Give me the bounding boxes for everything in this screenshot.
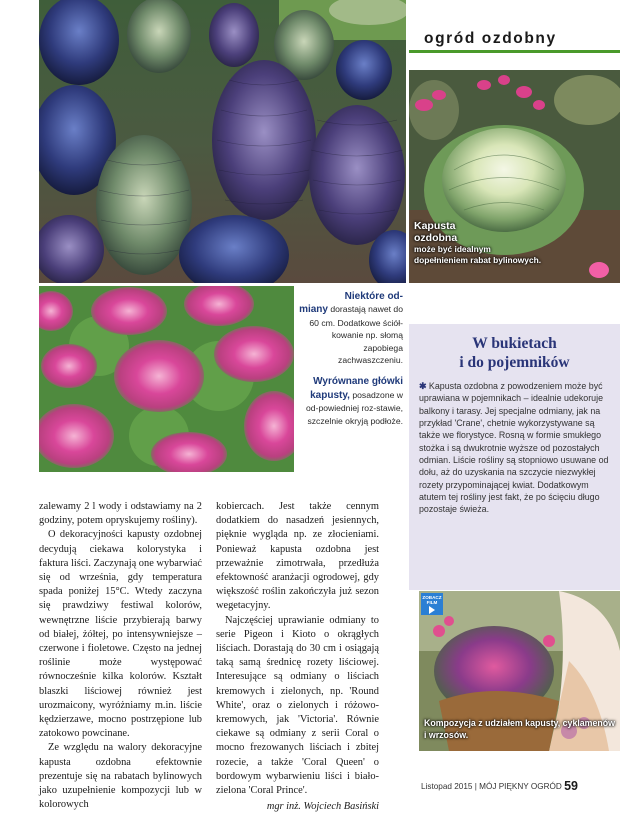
article-author: mgr inż. Wojciech Basiński xyxy=(266,801,379,813)
caption-side-text-1: może być idealnym xyxy=(414,244,491,254)
caption-side-text-2: dopełnieniem rabat bylinowych. xyxy=(414,255,542,265)
column2-paragraph-1: kobiercach. Jest także cennym dodatkiem do nasadzeń jesiennych, pięknie wygląda np. ze złocieniami. Ponieważ kapusta ozdobna jest przeważnie zimotrwała, przedłuża efektowność aranżacji ogrodowej, gdy większość roślin zakończyła już sezon wegetacyjny. xyxy=(216,501,379,612)
photo-pink-kale xyxy=(39,286,294,472)
caption-middle-p2-text: posadzone w od-powiedniej roz-stawie, szczelnie okryją podłoże. xyxy=(306,389,403,426)
caption-side xyxy=(414,220,614,266)
caption-side-title-2: ozdobna xyxy=(414,232,458,244)
column1-paragraph-2: O dekoracyjności kapusty ozdobnej decydują ciekawa kolorystyka i faktura liści. Zaczynają one wybarwiać się od września, gdy temperatura spada poniżej 15°C. Wtedy zaczyna się prawdziwy festiwal kolorów, wewnętrzne liście przybierają barwy od białej, żółtej, po intensywniejsze – czerwone i fioletowe. Często na jednej roślinie może występować równocześnie kilka kolorów. Kształt blaszki liściowej również jest urozmaicony, wyróżniamy m.in. liście kędzierzawe, mocno postrzępione lub zatokowo powcinane. xyxy=(39,529,202,740)
video-badge[interactable] xyxy=(421,593,443,615)
caption-middle-p1-bold-1: Niektóre od- xyxy=(344,291,403,302)
play-icon xyxy=(429,606,435,614)
sidebar-box-title-1: W bukietach xyxy=(472,335,557,352)
sidebar-box-text xyxy=(419,380,614,516)
sidebar-box-title xyxy=(409,334,620,372)
video-badge-line-2: FILM xyxy=(426,600,438,605)
caption-side-title-1: Kapusta xyxy=(414,220,456,232)
column1-paragraph-3: Ze względu na walory dekoracyjne kapusta ozdobna efektownie prezentuje się na rabatach bylinowych jako uzupełnienie kompozycji lub w kolorowych xyxy=(39,742,202,811)
caption-middle xyxy=(299,290,403,436)
caption-middle-p2-bold: Wyrównane główki kapusty, xyxy=(310,376,403,401)
caption-middle-p1 xyxy=(299,290,403,366)
photo-ornamental-kale xyxy=(39,0,406,283)
sidebar-box-body: Kapusta ozdobna z powodzeniem może być uprawiana w pojemnikach – idealnie udekoruje balkony i tarasy. Jej specjalne odmiany, jak na przykład 'Crane', chetnie wykorzystywane są także we florystyce. Rosną w formie smukłego stożka i są dwukrotnie wyższe od pozostałych odmian. Liście rośliny są stopniowo usuwane od dołu, aż do uzyskania na szczycie niezwykłej rozety przypominającej kwiat. Dodatkowym atutem tej rośliny jest fakt, że po ścięciu długo pozostaje świeża. xyxy=(419,381,609,515)
caption-middle-p1-text: dorastają nawet do 60 cm. Dodatkowe ściół-kowanie np. słomą zapobiega zachwaszczeniu. xyxy=(309,304,403,366)
footer-magazine: MÓJ PIĘKNY OGRÓD xyxy=(479,782,562,791)
caption-film: Kompozycja z udziałem kapusty, cyklamenów i wrzosów. xyxy=(424,718,615,740)
footer-issue: Listopad 2015 xyxy=(421,782,473,791)
caption-middle-p1-bold-2: miany xyxy=(299,304,328,316)
page-number: 59 xyxy=(564,779,578,793)
section-title: ogród ozdobny xyxy=(424,30,557,47)
video-badge-line-1: ZOBACZ xyxy=(422,595,442,600)
star-icon: ✱ xyxy=(419,381,427,391)
sidebar-box-title-2: i do pojemników xyxy=(459,354,570,371)
text-column-2 xyxy=(216,500,379,814)
header-accent-line xyxy=(409,50,620,53)
footer-separator: | xyxy=(474,782,477,791)
column2-paragraph-2: Najczęściej uprawianie odmiany to serie Pigeon i Kioto o okrągłych liściach. Dorastają do 30 cm i osiągają taką samą średnicę rozety liściowej. Interesujące są odmiany o liściach kremowych i zielonych, np. 'Round White', oraz o zielonych i różowo-kremowych, jak 'Victoria'. Równie ciekawe są odmiany z serii Coral o mocno frezowanych liściach i zbitej rozecie, a także 'Coral Queen' o bordowym wybarwieniu liści i biało-zielona 'Coral Prince'. xyxy=(216,614,379,797)
page-footer xyxy=(421,779,578,793)
caption-middle-p2 xyxy=(299,375,403,427)
column1-paragraph-1: zalewamy 2 l wody i odstawiamy na 2 godziny, potem opryskujemy rośliny). xyxy=(39,501,202,527)
text-column-1 xyxy=(39,500,202,812)
